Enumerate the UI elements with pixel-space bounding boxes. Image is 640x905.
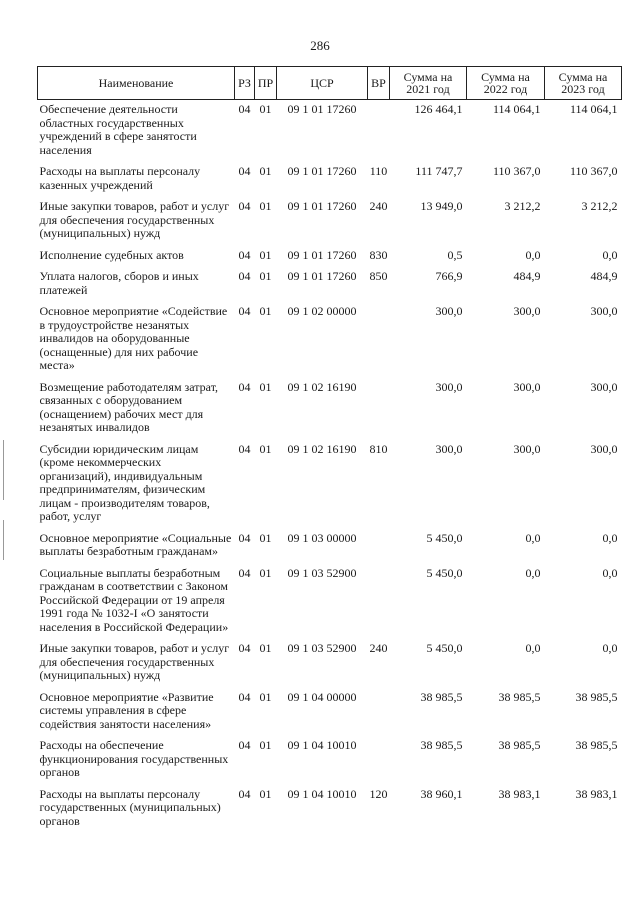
row-vr — [368, 378, 390, 440]
row-pr: 01 — [259, 530, 272, 545]
row-sum-2021: 300,0 — [435, 304, 463, 318]
row-csr: 09 1 04 10010 — [287, 786, 357, 801]
row-sum-2021: 766,9 — [435, 269, 463, 283]
table-row — [38, 267, 622, 302]
header-pr: ПР — [255, 67, 277, 100]
header-rz: РЗ — [235, 67, 255, 100]
row-name: Социальные выплаты безработным гражданам в соответствии с Законом Российской Федерации от 19 апреля 1991 года № 1032-I «О занятости населения в Российской Федерации» — [39, 565, 229, 634]
row-sum-2023: 38 983,1 — [575, 786, 618, 801]
table-body — [38, 100, 622, 834]
row-sum-2023: 0,0 — [602, 530, 618, 545]
row-sum-2023: 0,0 — [602, 565, 618, 580]
row-sum-2021: 111 747,7 — [415, 164, 463, 178]
row-sum-2023: 300,0 — [590, 304, 618, 318]
row-sum-2021: 38 960,1 — [420, 786, 463, 801]
row-sum-2021: 38 985,5 — [420, 689, 463, 704]
table-row — [38, 100, 622, 163]
row-pr: 01 — [259, 689, 272, 704]
row-csr: 09 1 03 00000 — [287, 530, 357, 545]
page-number: 286 — [310, 38, 330, 53]
row-pr: 01 — [259, 269, 272, 283]
header-sum-2023: Сумма на 2023 год — [545, 67, 622, 100]
row-sum-2021: 300,0 — [435, 441, 463, 456]
row-name: Возмещение работодателям затрат, связанных с оборудованием (оснащением) рабочих мест для незанятых инвалидов — [39, 379, 219, 434]
row-sum-2022: 0,0 — [525, 565, 541, 580]
header-csr: ЦСР — [277, 67, 368, 100]
table-row — [38, 564, 622, 640]
row-pr: 01 — [259, 738, 272, 752]
row-vr — [368, 564, 390, 640]
table-row — [38, 302, 622, 378]
row-sum-2021: 5 450,0 — [426, 641, 463, 655]
row-sum-2022: 300,0 — [513, 441, 541, 456]
row-name: Основное мероприятие «Социальные выплаты безработным гражданам» — [39, 530, 232, 558]
row-csr: 09 1 02 16190 — [287, 379, 357, 394]
row-sum-2021: 5 450,0 — [426, 565, 463, 580]
row-name: Расходы на выплаты персоналу казенных учреждений — [39, 164, 201, 192]
row-name: Субсидии юридическим лицам (кроме некоммерческих организаций), индивидуальным предпринимателям, физическим лицам - производителям товаров, работ, услуг — [39, 441, 210, 523]
table-row — [38, 736, 622, 785]
row-pr: 01 — [259, 565, 272, 580]
row-csr: 09 1 01 17260 — [287, 247, 357, 262]
row-sum-2022: 3 212,2 — [504, 199, 541, 213]
row-sum-2022: 110 367,0 — [492, 164, 541, 178]
row-name: Обеспечение деятельности областных государственных учреждений в сфере занятости населения — [39, 102, 197, 157]
row-sum-2023: 0,0 — [602, 247, 618, 262]
row-csr: 09 1 03 52900 — [287, 565, 357, 580]
header-sum-2022: Сумма на 2022 год — [467, 67, 545, 100]
row-sum-2023: 110 367,0 — [569, 164, 618, 178]
row-sum-2022: 300,0 — [513, 379, 541, 394]
row-name: Уплата налогов, сборов и иных платежей — [39, 269, 199, 297]
row-rz: 04 — [238, 379, 251, 394]
scan-edge-mark — [3, 440, 4, 500]
row-rz: 04 — [238, 199, 251, 213]
table-row — [38, 162, 622, 197]
row-sum-2022: 0,0 — [525, 247, 541, 262]
row-sum-2022: 38 985,5 — [498, 689, 541, 704]
row-vr: 810 — [369, 441, 388, 456]
row-rz: 04 — [238, 565, 251, 580]
table-row — [38, 785, 622, 834]
row-sum-2023: 38 985,5 — [575, 738, 618, 752]
row-name: Основное мероприятие «Развитие системы управления в сфере содействия занятости населения» — [39, 689, 214, 731]
table-row — [38, 246, 622, 268]
row-vr: 240 — [369, 641, 388, 655]
row-pr: 01 — [259, 304, 272, 318]
row-sum-2021: 0,5 — [447, 247, 463, 262]
row-vr: 120 — [369, 786, 388, 801]
row-rz: 04 — [238, 530, 251, 545]
scan-edge-mark — [3, 520, 4, 560]
row-csr: 09 1 01 17260 — [287, 164, 357, 178]
row-rz: 04 — [238, 441, 251, 456]
row-vr — [368, 100, 390, 163]
row-rz: 04 — [238, 786, 251, 801]
row-pr: 01 — [259, 786, 272, 801]
row-pr: 01 — [259, 102, 272, 116]
row-name: Расходы на выплаты персоналу государственных (муниципальных) органов — [39, 786, 221, 828]
row-sum-2022: 0,0 — [525, 530, 541, 545]
row-sum-2023: 38 985,5 — [575, 689, 618, 704]
row-csr: 09 1 01 17260 — [287, 269, 357, 283]
row-name: Основное мероприятие «Содействие в трудоустройстве незанятых инвалидов на оборудованные (оснащенные) для них рабочие места» — [39, 304, 228, 372]
row-pr: 01 — [259, 199, 272, 213]
table-row — [38, 688, 622, 737]
row-sum-2023: 3 212,2 — [581, 199, 618, 213]
row-vr — [368, 736, 390, 785]
header-sum-2021: Сумма на 2021 год — [390, 67, 467, 100]
row-csr: 09 1 02 16190 — [287, 441, 357, 456]
row-sum-2021: 300,0 — [435, 379, 463, 394]
row-csr: 09 1 02 00000 — [287, 304, 357, 318]
row-vr — [368, 302, 390, 378]
header-name: Наименование — [38, 67, 235, 100]
row-sum-2021: 13 949,0 — [420, 199, 463, 213]
row-sum-2023: 484,9 — [590, 269, 618, 283]
table-row — [38, 639, 622, 688]
row-sum-2023: 300,0 — [590, 379, 618, 394]
row-csr: 09 1 01 17260 — [287, 102, 357, 116]
row-name: Расходы на обеспечение функционирования государственных органов — [39, 738, 229, 779]
row-vr: 830 — [369, 247, 388, 262]
table-row — [38, 378, 622, 440]
row-rz: 04 — [238, 269, 251, 283]
row-csr: 09 1 01 17260 — [287, 199, 357, 213]
row-pr: 01 — [259, 641, 272, 655]
row-rz: 04 — [238, 689, 251, 704]
row-name: Иные закупки товаров, работ и услуг для обеспечения государственных (муниципальных) нужд — [39, 199, 230, 240]
row-rz: 04 — [238, 102, 251, 116]
row-sum-2022: 38 983,1 — [498, 786, 541, 801]
row-pr: 01 — [259, 379, 272, 394]
row-csr: 09 1 03 52900 — [287, 641, 357, 655]
row-rz: 04 — [238, 164, 251, 178]
row-sum-2021: 126 464,1 — [414, 102, 463, 116]
row-vr: 240 — [369, 199, 388, 213]
row-csr: 09 1 04 00000 — [287, 689, 357, 704]
row-rz: 04 — [238, 738, 251, 752]
row-sum-2022: 114 064,1 — [492, 102, 541, 116]
row-vr — [368, 688, 390, 737]
row-vr: 110 — [369, 164, 388, 178]
row-sum-2022: 0,0 — [525, 641, 541, 655]
row-sum-2023: 114 064,1 — [569, 102, 618, 116]
row-sum-2022: 484,9 — [513, 269, 541, 283]
row-name: Исполнение судебных актов — [39, 247, 184, 262]
row-sum-2021: 38 985,5 — [420, 738, 463, 752]
table-row — [38, 440, 622, 529]
row-sum-2023: 300,0 — [590, 441, 618, 456]
row-name: Иные закупки товаров, работ и услуг для обеспечения государственных (муниципальных) нужд — [39, 641, 230, 682]
row-rz: 04 — [238, 304, 251, 318]
row-sum-2022: 38 985,5 — [498, 738, 541, 752]
row-sum-2023: 0,0 — [602, 641, 618, 655]
table-row — [38, 197, 622, 246]
row-csr: 09 1 04 10010 — [287, 738, 357, 752]
table-header-row — [38, 67, 622, 100]
budget-table — [37, 66, 622, 833]
row-pr: 01 — [259, 164, 272, 178]
row-vr — [368, 529, 390, 564]
row-sum-2021: 5 450,0 — [426, 530, 463, 545]
row-pr: 01 — [259, 441, 272, 456]
header-vr: ВР — [368, 67, 390, 100]
row-rz: 04 — [238, 247, 251, 262]
row-rz: 04 — [238, 641, 251, 655]
table-row — [38, 529, 622, 564]
row-vr: 850 — [369, 269, 388, 283]
row-pr: 01 — [259, 247, 272, 262]
row-sum-2022: 300,0 — [513, 304, 541, 318]
